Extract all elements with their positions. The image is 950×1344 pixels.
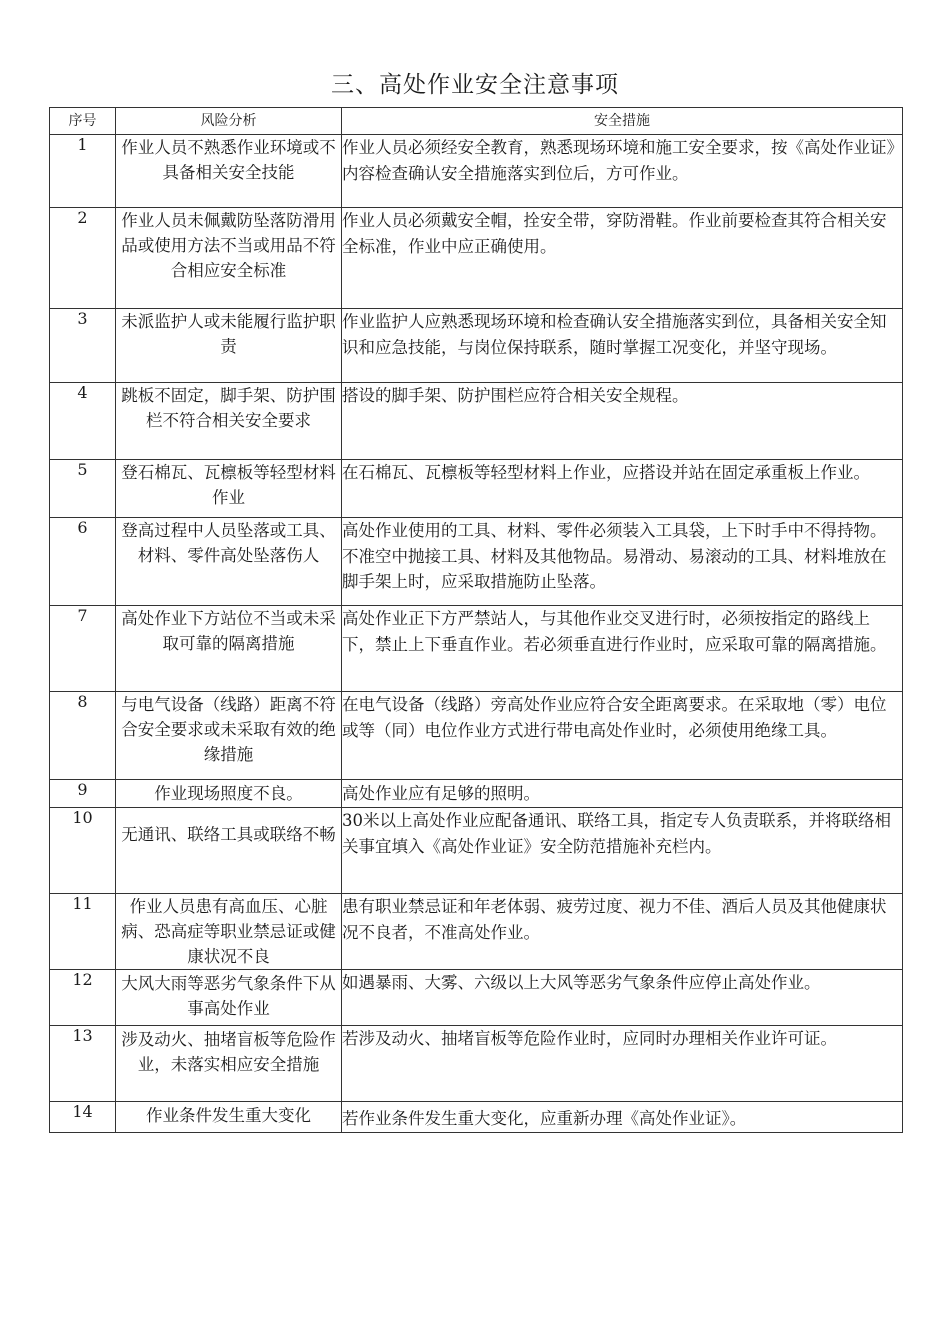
page-title: 三、高处作业安全注意事项: [331, 72, 619, 98]
row-no: 5: [50, 460, 116, 518]
measure-cell: 作业监护人应熟悉现场环境和检查确认安全措施落实到位，具备相关安全知识和应急技能，与岗位保持联系，随时掌握工况变化，并坚守现场。: [342, 309, 903, 383]
header-no: 序号: [50, 108, 116, 135]
header-risk: 风险分析: [116, 108, 342, 135]
risk-cell: 作业人员患有高血压、心脏病、恐高症等职业禁忌证或健康状况不良: [116, 894, 342, 970]
row-no: 4: [50, 383, 116, 460]
table-row: [50, 1102, 903, 1133]
risk-cell: 未派监护人或未能履行监护职责: [116, 309, 342, 383]
table-row: [50, 208, 903, 309]
measure-cell: 30米以上高处作业应配备通讯、联络工具，指定专人负责联系，并将联络相关事宜填入《高处作业证》安全防范措施补充栏内。: [342, 808, 903, 894]
risk-cell: 涉及动火、抽堵盲板等危险作业，未落实相应安全措施: [116, 1026, 342, 1102]
safety-table: [49, 107, 903, 1133]
table-row: [50, 808, 903, 894]
table-row: [50, 518, 903, 606]
risk-cell: 登石棉瓦、瓦檩板等轻型材料作业: [116, 460, 342, 518]
measure-cell: 作业人员必须戴安全帽，拴安全带，穿防滑鞋。作业前要检查其符合相关安全标准，作业中应正确使用。: [342, 208, 903, 309]
measure-cell: 在电气设备（线路）旁高处作业应符合安全距离要求。在采取地（零）电位或等（同）电位作业方式进行带电高处作业时，必须使用绝缘工具。: [342, 692, 903, 780]
row-no: 12: [50, 970, 116, 1026]
risk-cell: 作业现场照度不良。: [116, 780, 342, 808]
table-row: [50, 383, 903, 460]
measure-cell: 如遇暴雨、大雾、六级以上大风等恶劣气象条件应停止高处作业。: [342, 970, 903, 1026]
header-measure: 安全措施: [342, 108, 903, 135]
table-row: [50, 1026, 903, 1102]
table-row: [50, 692, 903, 780]
measure-cell: 高处作业应有足够的照明。: [342, 780, 903, 808]
measure-cell: 在石棉瓦、瓦檩板等轻型材料上作业，应搭设并站在固定承重板上作业。: [342, 460, 903, 518]
table-row: [50, 970, 903, 1026]
risk-cell: 高处作业下方站位不当或未采取可靠的隔离措施: [116, 606, 342, 692]
row-no: 2: [50, 208, 116, 309]
row-no: 3: [50, 309, 116, 383]
measure-cell: 若作业条件发生重大变化，应重新办理《高处作业证》。: [342, 1102, 903, 1133]
measure-cell: 患有职业禁忌证和年老体弱、疲劳过度、视力不佳、酒后人员及其他健康状况不良者，不准高处作业。: [342, 894, 903, 970]
row-no: 7: [50, 606, 116, 692]
measure-cell: 高处作业使用的工具、材料、零件必须装入工具袋，上下时手中不得持物。不准空中抛接工具、材料及其他物品。易滑动、易滚动的工具、材料堆放在脚手架上时，应采取措施防止坠落。: [342, 518, 903, 606]
table-row: [50, 894, 903, 970]
risk-cell: 作业条件发生重大变化: [116, 1102, 342, 1133]
measure-cell: 若涉及动火、抽堵盲板等危险作业时，应同时办理相关作业许可证。: [342, 1026, 903, 1102]
table-header-row: [50, 108, 903, 135]
risk-cell: 登高过程中人员坠落或工具、材料、零件高处坠落伤人: [116, 518, 342, 606]
row-no: 6: [50, 518, 116, 606]
row-no: 14: [50, 1102, 116, 1133]
row-no: 11: [50, 894, 116, 970]
row-no: 10: [50, 808, 116, 894]
row-no: 1: [50, 135, 116, 208]
table-row: [50, 606, 903, 692]
risk-cell: 跳板不固定，脚手架、防护围栏不符合相关安全要求: [116, 383, 342, 460]
table-row: [50, 460, 903, 518]
measure-cell: 作业人员必须经安全教育，熟悉现场环境和施工安全要求，按《高处作业证》内容检查确认安全措施落实到位后，方可作业。: [342, 135, 903, 208]
risk-cell: 无通讯、联络工具或联络不畅: [116, 808, 342, 894]
row-no: 8: [50, 692, 116, 780]
table-row: [50, 309, 903, 383]
table-row: [50, 135, 903, 208]
risk-cell: 作业人员未佩戴防坠落防滑用品或使用方法不当或用品不符合相应安全标准: [116, 208, 342, 309]
measure-cell: 高处作业正下方严禁站人，与其他作业交叉进行时，必须按指定的路线上下，禁止上下垂直作业。若必须垂直进行作业时，应采取可靠的隔离措施。: [342, 606, 903, 692]
measure-cell: 搭设的脚手架、防护围栏应符合相关安全规程。: [342, 383, 903, 460]
row-no: 9: [50, 780, 116, 808]
risk-cell: 与电气设备（线路）距离不符合安全要求或未采取有效的绝缘措施: [116, 692, 342, 780]
risk-cell: 大风大雨等恶劣气象条件下从事高处作业: [116, 970, 342, 1026]
row-no: 13: [50, 1026, 116, 1102]
risk-cell: 作业人员不熟悉作业环境或不具备相关安全技能: [116, 135, 342, 208]
table-row: [50, 780, 903, 808]
